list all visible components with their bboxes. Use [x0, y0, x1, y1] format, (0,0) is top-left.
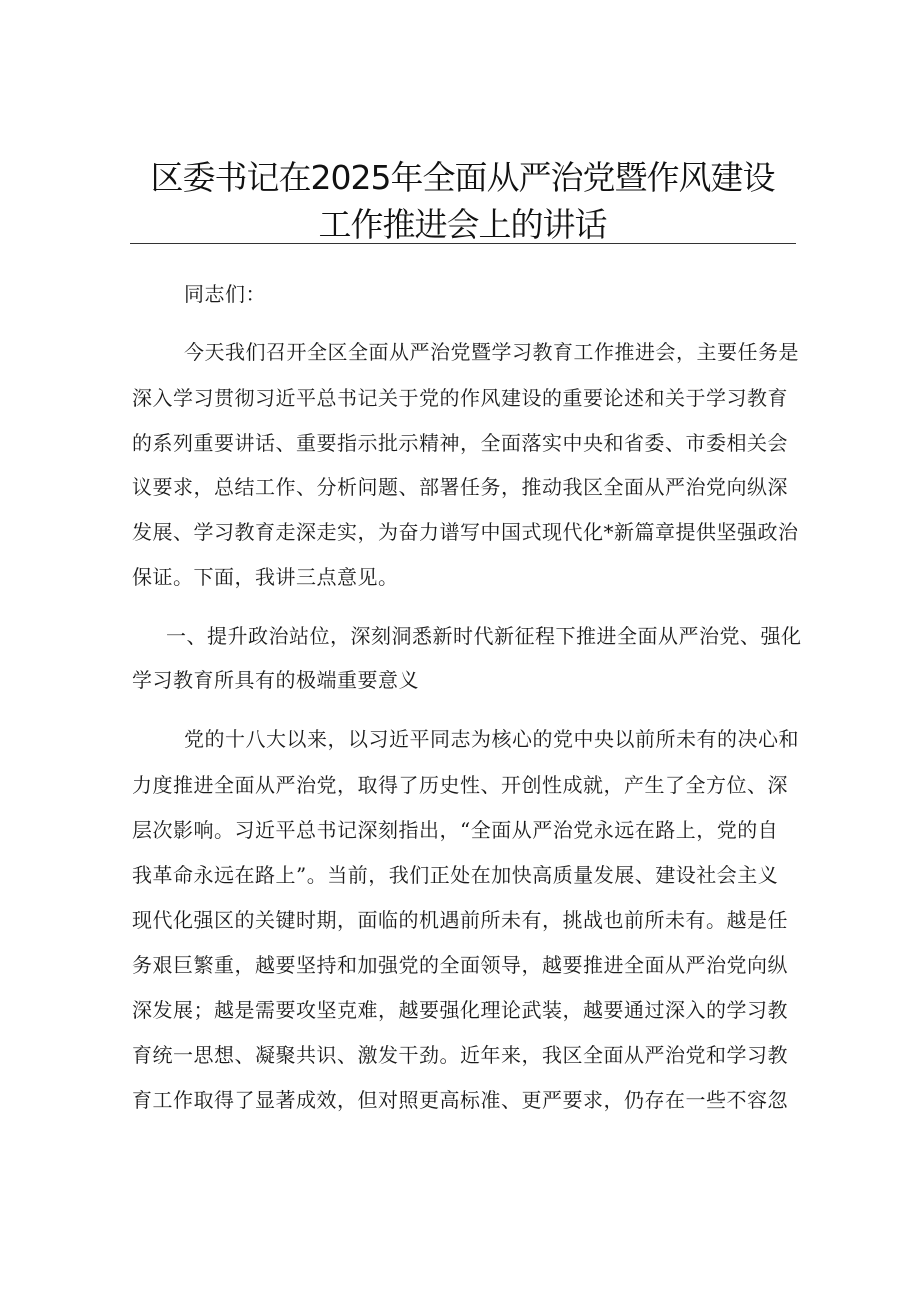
paragraph-1-line: 发展、学习教育走深走实，为奋力谱写中国式现代化*新篇章提供坚强政治: [132, 520, 799, 544]
section-heading-1-line: 一、提升政治站位，深刻洞悉新时代新征程下推进全面从严治党、强化: [166, 624, 802, 648]
paragraph-2-line: 我革命永远在路上”。当前，我们正处在加快高质量发展、建设社会主义: [132, 863, 779, 887]
paragraph-1-line: 议要求，总结工作、分析问题、部署任务，推动我区全面从严治党向纵深: [132, 475, 788, 499]
paragraph-2-line: 力度推进全面从严治党，取得了历史性、开创性成就，产生了全方位、深: [132, 773, 788, 797]
paragraph-2-line: 党的十八大以来，以习近平同志为核心的党中央以前所未有的决心和: [184, 727, 799, 751]
paragraph-2-line: 层次影响。习近平总书记深刻指出，“全面从严治党永远在路上，党的自: [132, 818, 779, 842]
paragraph-1-line: 深入学习贯彻习近平总书记关于党的作风建设的重要论述和关于学习教育: [132, 386, 788, 410]
document-title-line-1: 区委书记在2025年全面从严治党暨作风建设: [150, 158, 775, 197]
paragraph-2-line: 务艰巨繁重，越要坚持和加强党的全面领导，越要推进全面从严治党向纵: [132, 953, 788, 977]
paragraph-1-line: 保证。下面，我讲三点意见。: [132, 565, 399, 589]
title-divider: [130, 243, 796, 244]
paragraph-1-line: 今天我们召开全区全面从严治党暨学习教育工作推进会，主要任务是: [184, 340, 799, 364]
document-title-line-2: 工作推进会上的讲话: [318, 205, 607, 244]
paragraph-2-line: 现代化强区的关键时期，面临的机遇前所未有，挑战也前所未有。越是任: [132, 908, 788, 932]
paragraph-2-line: 育工作取得了显著成效，但对照更高标准、更严要求，仍存在一些不容忽: [132, 1088, 788, 1112]
paragraph-1-line: 的系列重要讲话、重要指示批示精神，全面落实中央和省委、市委相关会: [132, 431, 788, 455]
section-heading-1-line: 学习教育所具有的极端重要意义: [132, 668, 419, 692]
paragraph-2-line: 育统一思想、凝聚共识、激发干劲。近年来，我区全面从严治党和学习教: [132, 1043, 788, 1067]
paragraph-2-line: 深发展；越是需要攻坚克难，越要强化理论武装，越要通过深入的学习教: [132, 998, 788, 1022]
salutation: 同志们：: [184, 282, 266, 306]
